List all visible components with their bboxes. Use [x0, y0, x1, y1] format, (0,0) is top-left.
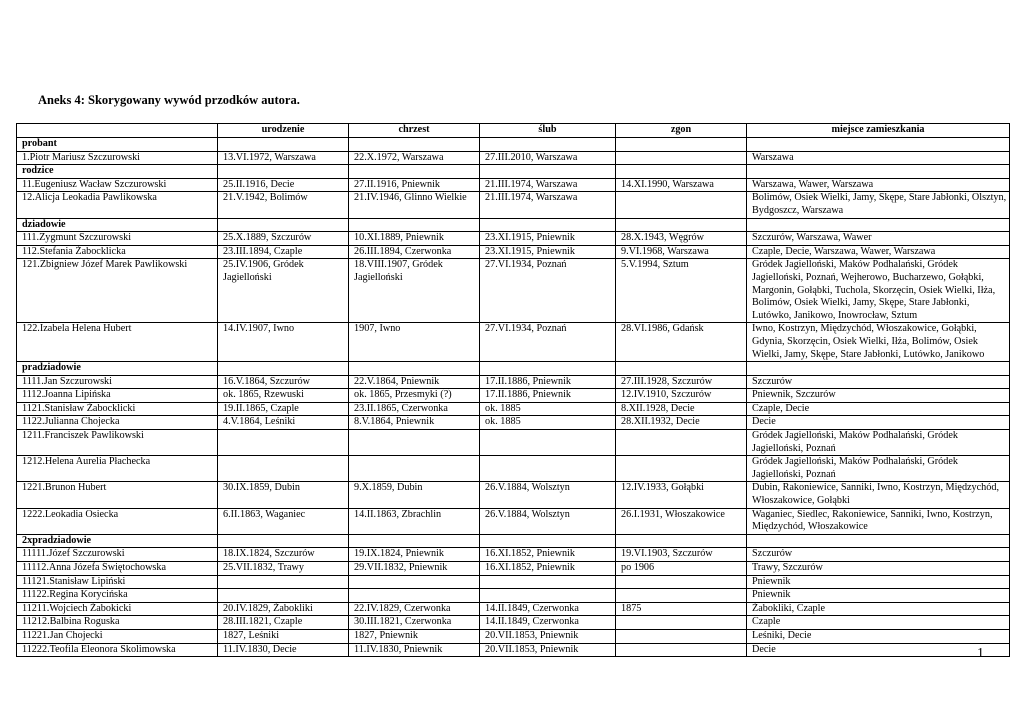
death-cell: 28.X.1943, Węgrów: [616, 232, 747, 246]
marriage-cell: 16.XI.1852, Pniewnik: [480, 562, 616, 576]
empty-cell: [218, 362, 349, 376]
death-cell: 12.IV.1910, Szczurów: [616, 389, 747, 403]
residence-cell: Leśniki, Decie: [747, 629, 1010, 643]
birth-cell: 30.IX.1859, Dubin: [218, 482, 349, 508]
marriage-cell: 17.II.1886, Pniewnik: [480, 389, 616, 403]
section-label: probant: [17, 138, 218, 152]
empty-cell: [747, 362, 1010, 376]
table-row: [17, 456, 1010, 482]
table-row: [17, 629, 1010, 643]
death-cell: [616, 616, 747, 630]
death-cell: 27.III.1928, Szczurów: [616, 375, 747, 389]
marriage-cell: 26.V.1884, Wolsztyn: [480, 508, 616, 534]
person-cell: 1221.Brunon Hubert: [17, 482, 218, 508]
empty-cell: [218, 218, 349, 232]
death-cell: [616, 430, 747, 456]
residence-cell: Dubin, Rakoniewice, Sanniki, Iwno, Kostrzyn, Międzychód, Włoszakowice, Gołąbki: [747, 482, 1010, 508]
person-cell: 11.Eugeniusz Wacław Szczurowski: [17, 178, 218, 192]
person-cell: 1211.Franciszek Pawlikowski: [17, 430, 218, 456]
empty-cell: [747, 534, 1010, 548]
section-row: [17, 534, 1010, 548]
table-header: [17, 124, 1010, 138]
empty-cell: [480, 165, 616, 179]
birth-cell: 11.IV.1830, Decie: [218, 643, 349, 657]
birth-cell: 18.IX.1824, Szczurów: [218, 548, 349, 562]
birth-cell: 20.IV.1829, Żabokliki: [218, 602, 349, 616]
header-baptism: chrzest: [349, 124, 480, 138]
birth-cell: 1827, Leśniki: [218, 629, 349, 643]
residence-cell: Czaple, Decie: [747, 402, 1010, 416]
marriage-cell: [480, 575, 616, 589]
death-cell: 28.VI.1986, Gdańsk: [616, 323, 747, 362]
birth-cell: 4.V.1864, Leśniki: [218, 416, 349, 430]
birth-cell: [218, 575, 349, 589]
birth-cell: 21.V.1942, Bolimów: [218, 192, 349, 218]
death-cell: 8.XII.1928, Decie: [616, 402, 747, 416]
baptism-cell: 11.IV.1830, Pniewnik: [349, 643, 480, 657]
page-number: 1: [977, 646, 984, 661]
birth-cell: 23.III.1894, Czaple: [218, 245, 349, 259]
baptism-cell: 14.II.1863, Zbrachlin: [349, 508, 480, 534]
death-cell: 5.V.1994, Sztum: [616, 259, 747, 323]
header-birth: urodzenie: [218, 124, 349, 138]
marriage-cell: 26.V.1884, Wolsztyn: [480, 482, 616, 508]
ancestry-table: [16, 123, 1010, 657]
residence-cell: Iwno, Kostrzyn, Międzychód, Włoszakowice, Gołąbki, Gdynia, Skorzęcin, Osiek Wielki, Iłża, Bolimów, Osiek Wielki, Jamy, Skępe, Stare Jabłonki, Lutówko, Janikowo: [747, 323, 1010, 362]
death-cell: 9.VI.1968, Warszawa: [616, 245, 747, 259]
marriage-cell: 21.III.1974, Warszawa: [480, 192, 616, 218]
residence-cell: Gródek Jagielloński, Maków Podhalański, Gródek Jagielloński, Poznań: [747, 430, 1010, 456]
empty-cell: [747, 165, 1010, 179]
person-cell: 1121.Stanisław Żabocklicki: [17, 402, 218, 416]
birth-cell: 6.II.1863, Waganiec: [218, 508, 349, 534]
person-cell: 1112.Joanna Lipińska: [17, 389, 218, 403]
table-body: [17, 138, 1010, 657]
marriage-cell: 23.XI.1915, Pniewnik: [480, 245, 616, 259]
table-row: [17, 616, 1010, 630]
birth-cell: 25.X.1889, Szczurów: [218, 232, 349, 246]
death-cell: [616, 151, 747, 165]
marriage-cell: 14.II.1849, Czerwonka: [480, 602, 616, 616]
person-cell: 1122.Julianna Chojecka: [17, 416, 218, 430]
death-cell: 28.XII.1932, Decie: [616, 416, 747, 430]
person-cell: 121.Zbigniew Józef Marek Pawlikowski: [17, 259, 218, 323]
baptism-cell: 9.X.1859, Dubin: [349, 482, 480, 508]
marriage-cell: ok. 1885: [480, 416, 616, 430]
residence-cell: Bolimów, Osiek Wielki, Jamy, Skępe, Stare Jabłonki, Olsztyn, Bydgoszcz, Warszawa: [747, 192, 1010, 218]
person-cell: 11211.Wojciech Żabokicki: [17, 602, 218, 616]
person-cell: 111.Zygmunt Szczurowski: [17, 232, 218, 246]
baptism-cell: [349, 456, 480, 482]
table-row: [17, 389, 1010, 403]
person-cell: 112.Stefania Żabocklicka: [17, 245, 218, 259]
table-row: [17, 508, 1010, 534]
document-title: Aneks 4: Skorygowany wywód przodków autora.: [38, 93, 300, 107]
baptism-cell: 30.III.1821, Czerwonka: [349, 616, 480, 630]
baptism-cell: [349, 575, 480, 589]
empty-cell: [349, 218, 480, 232]
empty-cell: [480, 138, 616, 152]
marriage-cell: 23.XI.1915, Pniewnik: [480, 232, 616, 246]
birth-cell: ok. 1865, Rzewuski: [218, 389, 349, 403]
residence-cell: Szczurów, Warszawa, Wawer: [747, 232, 1010, 246]
person-cell: 11121.Stanisław Lipiński: [17, 575, 218, 589]
empty-cell: [349, 362, 480, 376]
marriage-cell: 20.VII.1853, Pniewnik: [480, 629, 616, 643]
residence-cell: Czaple, Decie, Warszawa, Wawer, Warszawa: [747, 245, 1010, 259]
baptism-cell: 1827, Pniewnik: [349, 629, 480, 643]
person-cell: 122.Izabela Helena Hubert: [17, 323, 218, 362]
residence-cell: Warszawa: [747, 151, 1010, 165]
baptism-cell: 19.IX.1824, Pniewnik: [349, 548, 480, 562]
baptism-cell: 10.XI.1889, Pniewnik: [349, 232, 480, 246]
marriage-cell: [480, 456, 616, 482]
empty-cell: [616, 362, 747, 376]
death-cell: 19.VI.1903, Szczurów: [616, 548, 747, 562]
empty-cell: [616, 218, 747, 232]
section-row: [17, 218, 1010, 232]
marriage-cell: 20.VII.1853, Pniewnik: [480, 643, 616, 657]
table-row: [17, 245, 1010, 259]
residence-cell: Gródek Jagielloński, Maków Podhalański, Gródek Jagielloński, Poznań: [747, 456, 1010, 482]
empty-cell: [218, 138, 349, 152]
residence-cell: Pniewnik: [747, 575, 1010, 589]
section-label: dziadowie: [17, 218, 218, 232]
death-cell: [616, 456, 747, 482]
death-cell: 1875: [616, 602, 747, 616]
table-row: [17, 548, 1010, 562]
birth-cell: 13.VI.1972, Warszawa: [218, 151, 349, 165]
death-cell: [616, 643, 747, 657]
table-row: [17, 562, 1010, 576]
residence-cell: Gródek Jagielloński, Maków Podhalański, Gródek Jagielloński, Poznań, Wejherowo, Bucharzewo, Gołąbki, Margonin, Gołąbki, Tuchola, Skorzęcin, Osiek Wielki, Iłża, Bolimów, Osiek Wielki, Jamy, Skępe, Stare Jabłonki, Lutówko, Janikowo, Inowrocław, Sztum: [747, 259, 1010, 323]
residence-cell: Decie: [747, 416, 1010, 430]
baptism-cell: 18.VIII.1907, Gródek Jagielloński: [349, 259, 480, 323]
marriage-cell: [480, 430, 616, 456]
baptism-cell: 23.II.1865, Czerwonka: [349, 402, 480, 416]
baptism-cell: 1907, Iwno: [349, 323, 480, 362]
marriage-cell: 17.II.1886, Pniewnik: [480, 375, 616, 389]
table-row: [17, 259, 1010, 323]
birth-cell: [218, 430, 349, 456]
residence-cell: Warszawa, Wawer, Warszawa: [747, 178, 1010, 192]
table-row: [17, 643, 1010, 657]
person-cell: 1222.Leokadia Osiecka: [17, 508, 218, 534]
marriage-cell: 21.III.1974, Warszawa: [480, 178, 616, 192]
section-label: pradziadowie: [17, 362, 218, 376]
death-cell: [616, 575, 747, 589]
empty-cell: [480, 534, 616, 548]
birth-cell: 14.IV.1907, Iwno: [218, 323, 349, 362]
empty-cell: [616, 138, 747, 152]
baptism-cell: 27.II.1916, Pniewnik: [349, 178, 480, 192]
section-row: [17, 138, 1010, 152]
table-row: [17, 430, 1010, 456]
header-person: [17, 124, 218, 138]
marriage-cell: 16.XI.1852, Pniewnik: [480, 548, 616, 562]
baptism-cell: 22.IV.1829, Czerwonka: [349, 602, 480, 616]
section-label: 2xpradziadowie: [17, 534, 218, 548]
residence-cell: Szczurów: [747, 375, 1010, 389]
table-row: [17, 151, 1010, 165]
empty-cell: [349, 138, 480, 152]
person-cell: 11122.Regina Korycińska: [17, 589, 218, 603]
section-row: [17, 362, 1010, 376]
table-row: [17, 575, 1010, 589]
person-cell: 11212.Balbina Roguska: [17, 616, 218, 630]
residence-cell: Żabokliki, Czaple: [747, 602, 1010, 616]
residence-cell: Czaple: [747, 616, 1010, 630]
death-cell: 26.I.1931, Włoszakowice: [616, 508, 747, 534]
baptism-cell: 21.IV.1946, Glinno Wielkie: [349, 192, 480, 218]
header-death: zgon: [616, 124, 747, 138]
death-cell: 12.IV.1933, Gołąbki: [616, 482, 747, 508]
table-row: [17, 416, 1010, 430]
birth-cell: [218, 456, 349, 482]
empty-cell: [616, 165, 747, 179]
residence-cell: Waganiec, Siedlec, Rakoniewice, Sanniki, Iwno, Kostrzyn, Międzychód, Włoszakowice: [747, 508, 1010, 534]
residence-cell: Pniewnik, Szczurów: [747, 389, 1010, 403]
baptism-cell: [349, 430, 480, 456]
marriage-cell: 27.VI.1934, Poznań: [480, 323, 616, 362]
birth-cell: 25.VII.1832, Trawy: [218, 562, 349, 576]
marriage-cell: [480, 589, 616, 603]
baptism-cell: 8.V.1864, Pniewnik: [349, 416, 480, 430]
table-row: [17, 602, 1010, 616]
empty-cell: [747, 218, 1010, 232]
empty-cell: [349, 165, 480, 179]
empty-cell: [480, 362, 616, 376]
death-cell: [616, 589, 747, 603]
person-cell: 1111.Jan Szczurowski: [17, 375, 218, 389]
marriage-cell: 14.II.1849, Czerwonka: [480, 616, 616, 630]
marriage-cell: 27.III.2010, Warszawa: [480, 151, 616, 165]
table-row: [17, 178, 1010, 192]
header-residence: miejsce zamieszkania: [747, 124, 1010, 138]
header-marriage: ślub: [480, 124, 616, 138]
death-cell: [616, 192, 747, 218]
person-cell: 1212.Helena Aurelia Płachecka: [17, 456, 218, 482]
death-cell: 14.XI.1990, Warszawa: [616, 178, 747, 192]
birth-cell: 25.IV.1906, Gródek Jagielloński: [218, 259, 349, 323]
baptism-cell: 22.X.1972, Warszawa: [349, 151, 480, 165]
baptism-cell: 26.III.1894, Czerwonka: [349, 245, 480, 259]
death-cell: po 1906: [616, 562, 747, 576]
birth-cell: 25.II.1916, Decie: [218, 178, 349, 192]
section-label: rodzice: [17, 165, 218, 179]
marriage-cell: ok. 1885: [480, 402, 616, 416]
table-row: [17, 323, 1010, 362]
baptism-cell: ok. 1865, Przesmyki (?): [349, 389, 480, 403]
baptism-cell: [349, 589, 480, 603]
section-row: [17, 165, 1010, 179]
person-cell: 12.Alicja Leokadia Pawlikowska: [17, 192, 218, 218]
table-row: [17, 375, 1010, 389]
empty-cell: [616, 534, 747, 548]
empty-cell: [218, 534, 349, 548]
birth-cell: 16.V.1864, Szczurów: [218, 375, 349, 389]
marriage-cell: 27.VI.1934, Poznań: [480, 259, 616, 323]
person-cell: 11111.Józef Szczurowski: [17, 548, 218, 562]
table-row: [17, 589, 1010, 603]
person-cell: 1.Piotr Mariusz Szczurowski: [17, 151, 218, 165]
table-row: [17, 482, 1010, 508]
person-cell: 11112.Anna Józefa Świętochowska: [17, 562, 218, 576]
residence-cell: Pniewnik: [747, 589, 1010, 603]
empty-cell: [747, 138, 1010, 152]
person-cell: 11221.Jan Chojecki: [17, 629, 218, 643]
death-cell: [616, 629, 747, 643]
empty-cell: [480, 218, 616, 232]
table-row: [17, 232, 1010, 246]
birth-cell: [218, 589, 349, 603]
table-row: [17, 402, 1010, 416]
baptism-cell: 29.VII.1832, Pniewnik: [349, 562, 480, 576]
empty-cell: [218, 165, 349, 179]
birth-cell: 19.II.1865, Czaple: [218, 402, 349, 416]
baptism-cell: 22.V.1864, Pniewnik: [349, 375, 480, 389]
table-row: [17, 192, 1010, 218]
empty-cell: [349, 534, 480, 548]
residence-cell: Trawy, Szczurów: [747, 562, 1010, 576]
residence-cell: Szczurów: [747, 548, 1010, 562]
person-cell: 11222.Teofila Eleonora Skolimowska: [17, 643, 218, 657]
birth-cell: 28.III.1821, Czaple: [218, 616, 349, 630]
residence-cell: Decie: [747, 643, 1010, 657]
